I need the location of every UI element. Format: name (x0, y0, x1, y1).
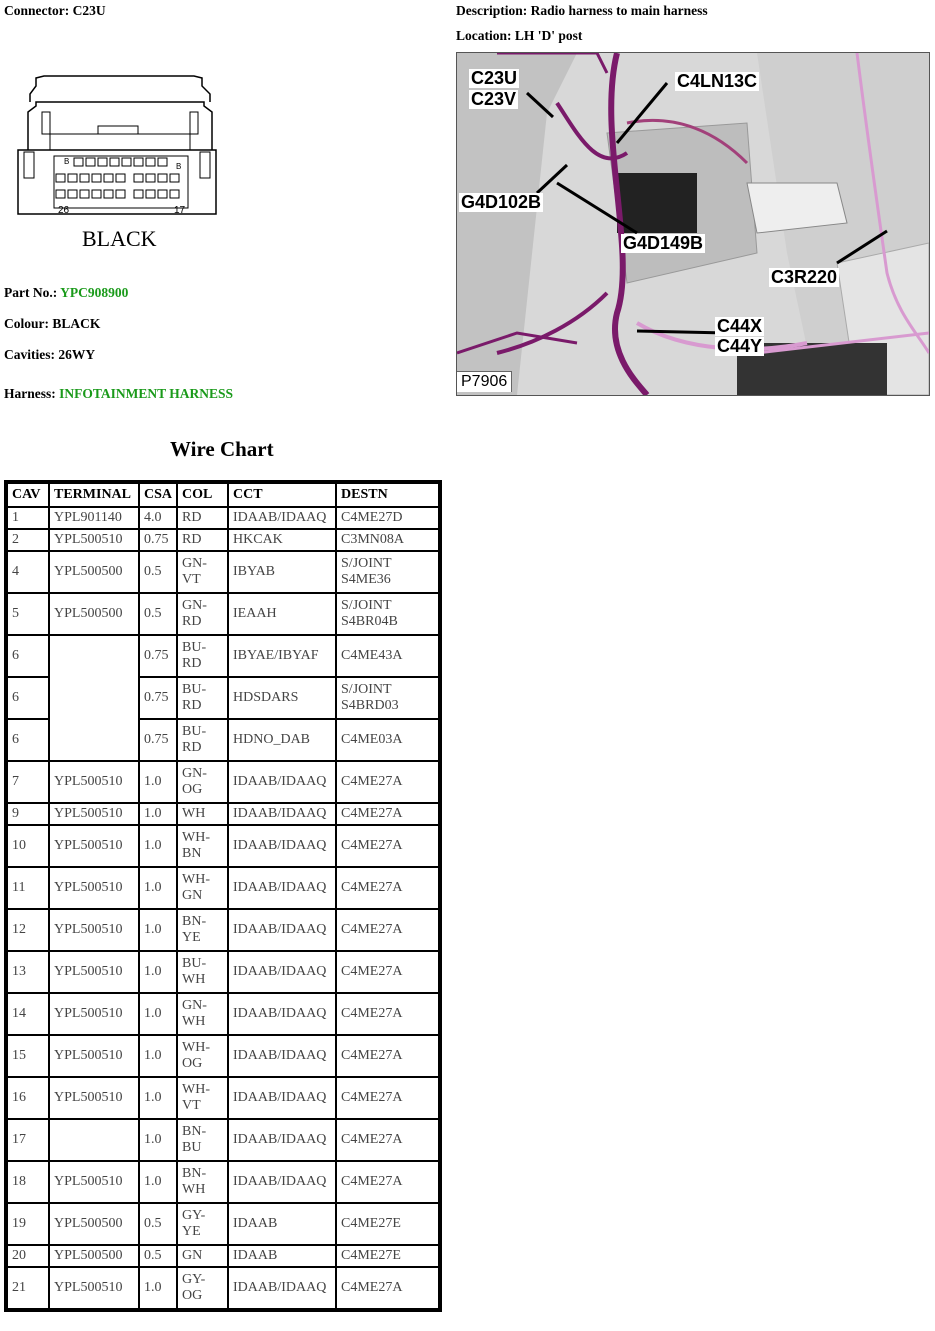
cell-cav: 16 (8, 1078, 48, 1118)
cell-csa: 1.0 (140, 952, 176, 992)
cell-cct: IDAAB/IDAAQ (229, 1078, 335, 1118)
cell-cct: HKCAK (229, 530, 335, 550)
cell-csa: 4.0 (140, 508, 176, 528)
cell-terminal: YPL500510 (50, 1036, 138, 1076)
cell-col: BU-RD (178, 636, 227, 676)
cell-csa: 1.0 (140, 994, 176, 1034)
cell-terminal: YPL500510 (50, 804, 138, 824)
location-label: Location: LH 'D' post (456, 28, 583, 43)
connector-pin (68, 174, 77, 182)
cell-cct: IDAAB/IDAAQ (229, 1162, 335, 1202)
cell-cav: 21 (8, 1268, 48, 1308)
header-terminal: TERMINAL (50, 484, 138, 506)
table-row (8, 1162, 438, 1202)
cell-destn: C3MN08A (337, 530, 438, 550)
colour-label: Colour: BLACK (4, 316, 101, 331)
connector-pin (134, 158, 143, 166)
cell-destn: C4ME27A (337, 762, 438, 802)
cell-col: BN-BU (178, 1120, 227, 1160)
cell-cav: 5 (8, 594, 48, 634)
table-row (8, 762, 438, 802)
cell-cav: 19 (8, 1204, 48, 1244)
cell-destn: C4ME27A (337, 1120, 438, 1160)
cell-cct: IDAAB/IDAAQ (229, 952, 335, 992)
cell-destn: C4ME27E (337, 1204, 438, 1244)
cell-terminal: YPL500510 (50, 826, 138, 866)
cell-cav: 4 (8, 552, 48, 592)
pin-marker-left: B (64, 157, 70, 166)
connector-pin (170, 190, 179, 198)
callout-c3r220: C3R220 (771, 267, 838, 287)
cell-terminal: YPL500510 (50, 994, 138, 1034)
cell-col: GN (178, 1246, 227, 1266)
cell-destn: S/JOINT S4ME36 (337, 552, 438, 592)
cell-csa: 1.0 (140, 1120, 176, 1160)
photo-reference: P7906 (457, 371, 512, 392)
cell-col: BN-WH (178, 1162, 227, 1202)
connector-pin (92, 174, 101, 182)
connector-pin (134, 190, 143, 198)
cell-terminal: YPL901140 (50, 508, 138, 528)
cell-destn: C4ME27A (337, 826, 438, 866)
cell-col: WH-OG (178, 1036, 227, 1076)
table-row (8, 1268, 438, 1308)
connector-pin (158, 190, 167, 198)
cell-col: BU-WH (178, 952, 227, 992)
harness-value: INFOTAINMENT HARNESS (59, 386, 234, 401)
cell-destn: C4ME27A (337, 994, 438, 1034)
cell-terminal: YPL500510 (50, 868, 138, 908)
cell-destn: C4ME27A (337, 1078, 438, 1118)
table-row (8, 868, 438, 908)
table-row (8, 636, 438, 676)
cell-col: GN-WH (178, 994, 227, 1034)
cell-csa: 0.5 (140, 594, 176, 634)
connector-pin (56, 174, 65, 182)
cell-cav: 1 (8, 508, 48, 528)
cell-destn: C4ME27D (337, 508, 438, 528)
harness (4, 386, 233, 402)
cell-csa: 1.0 (140, 826, 176, 866)
cell-cav: 15 (8, 1036, 48, 1076)
cell-cav: 13 (8, 952, 48, 992)
connector-pin (116, 174, 125, 182)
cell-cct: IDAAB/IDAAQ (229, 762, 335, 802)
cell-terminal (50, 1120, 138, 1160)
wire-chart-title: Wire Chart (170, 437, 274, 461)
connector-pin (122, 158, 131, 166)
cell-col: BU-RD (178, 678, 227, 718)
header-destn: DESTN (337, 484, 438, 506)
cell-cav: 6 (8, 720, 48, 760)
callout-c23v: C23V (471, 89, 517, 109)
harness-label: Harness: (4, 386, 56, 401)
cell-csa: 1.0 (140, 1268, 176, 1308)
part-number-value: YPC908900 (60, 285, 129, 300)
connector-pin (92, 190, 101, 198)
table-row (8, 530, 438, 550)
cell-csa: 1.0 (140, 868, 176, 908)
cell-cav: 17 (8, 1120, 48, 1160)
connector-face-drawing (14, 72, 224, 252)
cell-col: GY-OG (178, 1268, 227, 1308)
cell-csa: 0.5 (140, 1204, 176, 1244)
connector-pin (104, 190, 113, 198)
cell-cct: IDAAB/IDAAQ (229, 868, 335, 908)
cell-cct: HDSDARS (229, 678, 335, 718)
cell-cct: IBYAB (229, 552, 335, 592)
cell-cct: IDAAB/IDAAQ (229, 1120, 335, 1160)
cell-cav: 18 (8, 1162, 48, 1202)
cell-cct: HDNO_DAB (229, 720, 335, 760)
callout-g4d149b: G4D149B (623, 233, 704, 253)
cell-destn: C4ME27A (337, 1036, 438, 1076)
connector-pin (110, 158, 119, 166)
cell-csa: 0.75 (140, 678, 176, 718)
cell-cav: 20 (8, 1246, 48, 1266)
cell-cct: IDAAB/IDAAQ (229, 910, 335, 950)
table-row (8, 1078, 438, 1118)
cell-cav: 12 (8, 910, 48, 950)
cell-cav: 2 (8, 530, 48, 550)
table-row (8, 804, 438, 824)
pin-number-right: 17 (174, 205, 186, 216)
callout-c44x: C44X (717, 316, 763, 336)
connector-pin (74, 158, 83, 166)
header-col: COL (178, 484, 227, 506)
cell-cct: IDAAB/IDAAQ (229, 826, 335, 866)
cell-cct: IDAAB/IDAAQ (229, 1036, 335, 1076)
cell-destn: C4ME27A (337, 868, 438, 908)
cell-terminal: YPL500500 (50, 594, 138, 634)
cell-col: BU-RD (178, 720, 227, 760)
cell-destn: C4ME27A (337, 910, 438, 950)
connector-pin (158, 174, 167, 182)
cell-col: WH (178, 804, 227, 824)
table-row (8, 552, 438, 592)
description-label: Description: Radio harness to main harness (456, 3, 708, 18)
connector-pin (104, 174, 113, 182)
cell-destn: C4ME27A (337, 1268, 438, 1308)
cell-destn: C4ME27E (337, 1246, 438, 1266)
table-header-row (8, 484, 438, 506)
cell-col: WH-GN (178, 868, 227, 908)
connector-pin (134, 174, 143, 182)
table-row (8, 910, 438, 950)
connector-pin (56, 190, 65, 198)
cell-cct: IDAAB/IDAAQ (229, 994, 335, 1034)
cell-cct: IEAAH (229, 594, 335, 634)
part-number (4, 285, 128, 301)
cell-cav: 11 (8, 868, 48, 908)
cell-csa: 1.0 (140, 804, 176, 824)
cell-destn: S/JOINT S4BRD03 (337, 678, 438, 718)
cell-terminal: YPL500510 (50, 1268, 138, 1308)
cell-destn: C4ME27A (337, 804, 438, 824)
cell-csa: 1.0 (140, 910, 176, 950)
connector-pin (86, 158, 95, 166)
table-row (8, 508, 438, 528)
cell-destn: C4ME03A (337, 720, 438, 760)
cell-cav: 6 (8, 678, 48, 718)
cell-terminal: YPL500510 (50, 530, 138, 550)
cell-terminal: YPL500510 (50, 952, 138, 992)
cell-terminal: YPL500500 (50, 552, 138, 592)
cell-cav: 7 (8, 762, 48, 802)
cell-col: GY-YE (178, 1204, 227, 1244)
cell-csa: 1.0 (140, 1078, 176, 1118)
table-row (8, 1246, 438, 1266)
cell-col: WH-VT (178, 1078, 227, 1118)
connector-pin (146, 174, 155, 182)
header-cct: CCT (229, 484, 335, 506)
cell-terminal: YPL500510 (50, 1078, 138, 1118)
connector-pin (158, 158, 167, 166)
callout-g4d102b: G4D102B (461, 192, 542, 212)
part-number-label: Part No.: (4, 285, 58, 300)
table-row (8, 1204, 438, 1244)
cell-destn: C4ME27A (337, 1162, 438, 1202)
cell-terminal: YPL500500 (50, 1246, 138, 1266)
connector-label: Connector: C23U (4, 3, 106, 18)
cell-csa: 0.75 (140, 720, 176, 760)
cell-col: BN-YE (178, 910, 227, 950)
connector-pin (80, 190, 89, 198)
cell-cct: IDAAB/IDAAQ (229, 804, 335, 824)
callout-c44y: C44Y (717, 336, 763, 356)
table-row (8, 826, 438, 866)
cell-col: RD (178, 508, 227, 528)
cell-csa: 0.75 (140, 530, 176, 550)
connector-pin (146, 190, 155, 198)
table-row (8, 994, 438, 1034)
connector-pin (68, 190, 77, 198)
cell-cct: IDAAB (229, 1246, 335, 1266)
cell-csa: 0.75 (140, 636, 176, 676)
cell-csa: 1.0 (140, 762, 176, 802)
connector-pin (146, 158, 155, 166)
cell-destn: C4ME27A (337, 952, 438, 992)
table-row (8, 1120, 438, 1160)
table-row (8, 1036, 438, 1076)
location-photo (456, 52, 930, 396)
cell-terminal (50, 636, 138, 760)
cell-cct: IDAAB/IDAAQ (229, 508, 335, 528)
cell-terminal: YPL500500 (50, 1204, 138, 1244)
connector-pin (98, 158, 107, 166)
callout-c23u: C23U (471, 68, 518, 88)
cell-csa: 1.0 (140, 1162, 176, 1202)
connector-pin (116, 190, 125, 198)
header-cav: CAV (8, 484, 48, 506)
cell-cav: 10 (8, 826, 48, 866)
cell-destn: S/JOINT S4BR04B (337, 594, 438, 634)
cell-terminal: YPL500510 (50, 910, 138, 950)
cell-cav: 9 (8, 804, 48, 824)
cell-col: WH-BN (178, 826, 227, 866)
cell-terminal: YPL500510 (50, 762, 138, 802)
table-row (8, 952, 438, 992)
cell-csa: 1.0 (140, 1036, 176, 1076)
wire-chart-table (4, 480, 442, 1312)
connector-pin (170, 174, 179, 182)
callout-c4ln13c: C4LN13C (677, 71, 758, 91)
cell-cav: 14 (8, 994, 48, 1034)
cell-csa: 0.5 (140, 1246, 176, 1266)
table-row (8, 594, 438, 634)
cell-destn: C4ME43A (337, 636, 438, 676)
cell-terminal: YPL500510 (50, 1162, 138, 1202)
cell-col: RD (178, 530, 227, 550)
connector-colour-text: BLACK (82, 226, 157, 251)
header-csa: CSA (140, 484, 176, 506)
cell-cct: IDAAB (229, 1204, 335, 1244)
cell-cct: IDAAB/IDAAQ (229, 1268, 335, 1308)
pin-marker-right: B (176, 162, 182, 171)
cavities-label: Cavities: 26WY (4, 347, 96, 362)
cell-cav: 6 (8, 636, 48, 676)
cell-cct: IBYAE/IBYAF (229, 636, 335, 676)
connector-pin (80, 174, 89, 182)
pin-number-left: 26 (58, 205, 70, 216)
cell-col: GN-RD (178, 594, 227, 634)
cell-col: GN-OG (178, 762, 227, 802)
cell-csa: 0.5 (140, 552, 176, 592)
cell-col: GN-VT (178, 552, 227, 592)
